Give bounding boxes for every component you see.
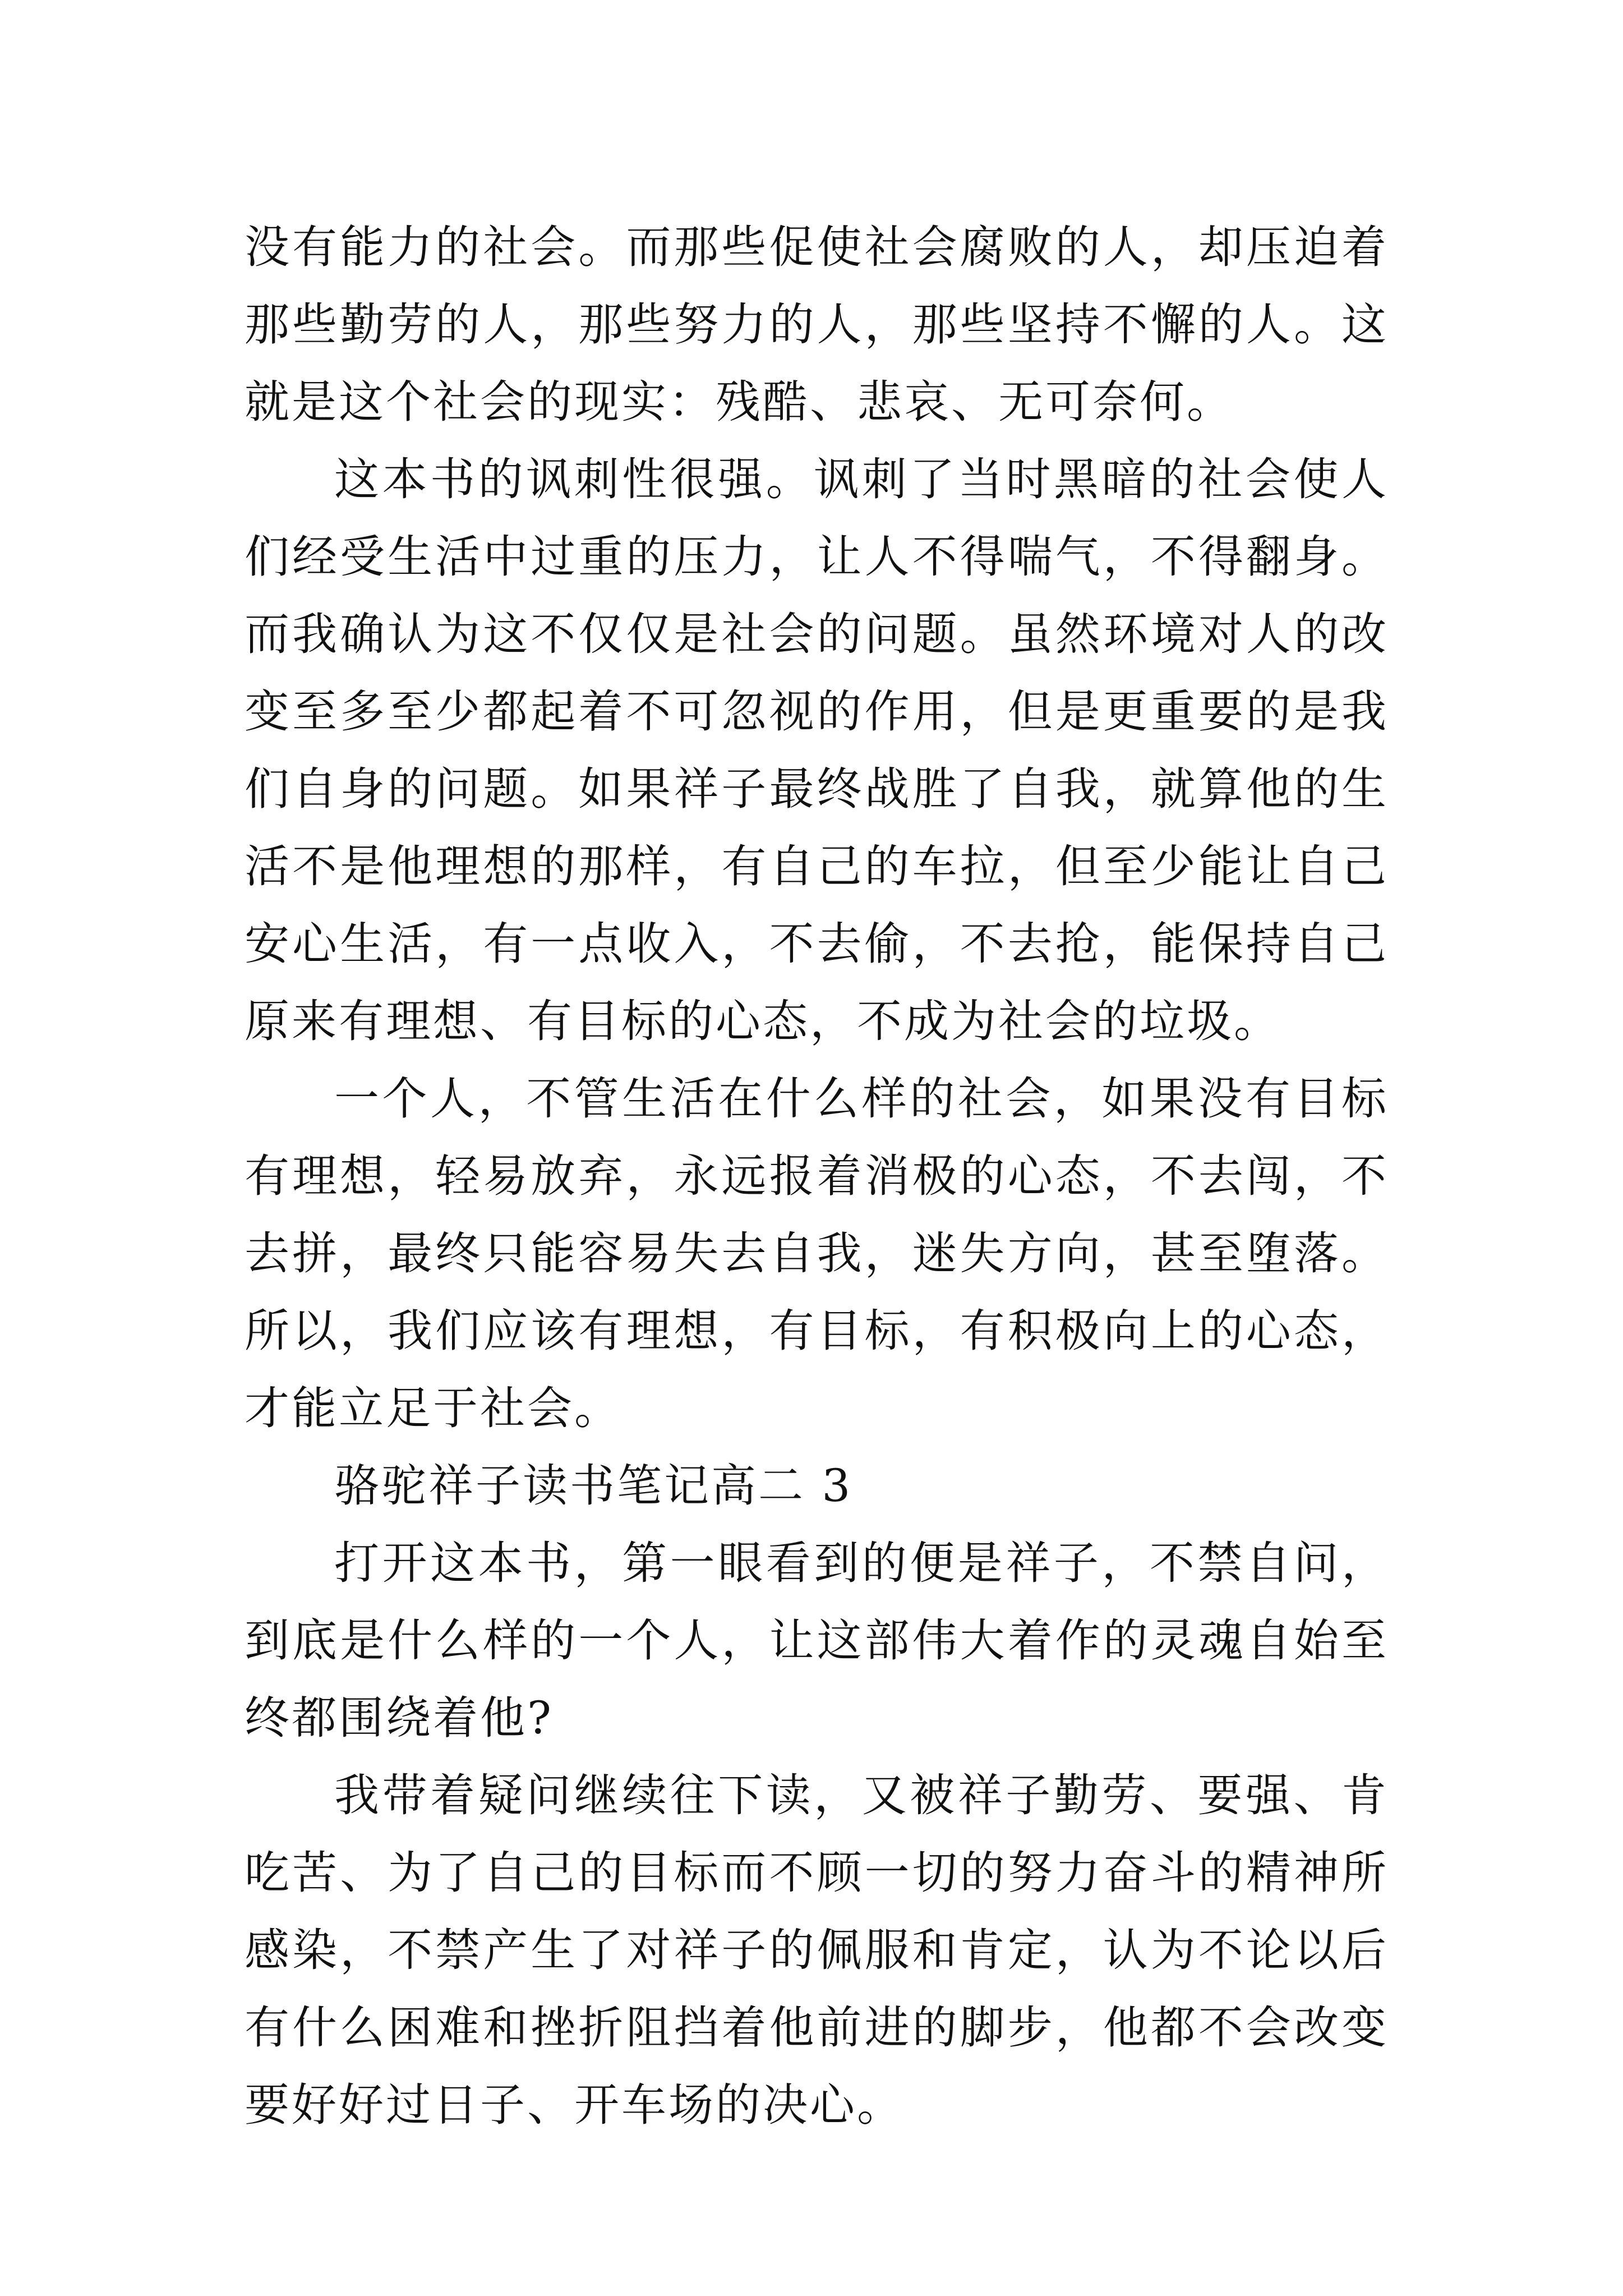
paragraph-satire: 这本书的讽刺性很强。讽刺了当时黑暗的社会使人们经受生活中过重的压力，让人不得喘气，不得翻身。而我确认为这不仅仅是社会的问题。虽然环境对人的改变至多至少都起着不可忽视的作用，但是更重要的是我们自身的问题。如果祥子最终战胜了自我，就算他的生活不是他理想的那样，有自己的车拉，但至少能让自己安心生活，有一点收入，不去偷，不去抢，能保持自己原来有理想、有目标的心态，不成为社会的垃圾。 (245, 453, 1389, 1047)
paragraph-continued: 没有能力的社会。而那些促使社会腐败的人，却压迫着那些勤劳的人，那些努力的人，那些坚持不懈的人。这就是这个社会的现实：残酷、悲哀、无可奈何。 (245, 221, 1389, 428)
paragraph-admiration: 我带着疑问继续往下读，又被祥子勤劳、要强、肯吃苦、为了自己的目标而不顾一切的努力奋斗的精神所感染，不禁产生了对祥子的佩服和肯定，认为不论以后有什么困难和挫折阻挡着他前进的脚步，他都不会改变要好好过日子、开车场的决心。 (245, 1769, 1389, 2131)
paragraph-opening: 打开这本书，第一眼看到的便是祥子，不禁自问，到底是什么样的一个人，让这部伟大着作的灵魂自始至终都围绕着他? (245, 1537, 1389, 1744)
document-body (245, 209, 1389, 2144)
paragraph-ideals: 一个人，不管生活在什么样的社会，如果没有目标有理想，轻易放弃，永远报着消极的心态，不去闯，不去拼，最终只能容易失去自我，迷失方向，甚至堕落。所以，我们应该有理想，有目标，有积极向上的心态，才能立足于社会。 (245, 1073, 1389, 1434)
section-heading: 骆驼祥子读书笔记高二 3 (334, 1460, 853, 1512)
